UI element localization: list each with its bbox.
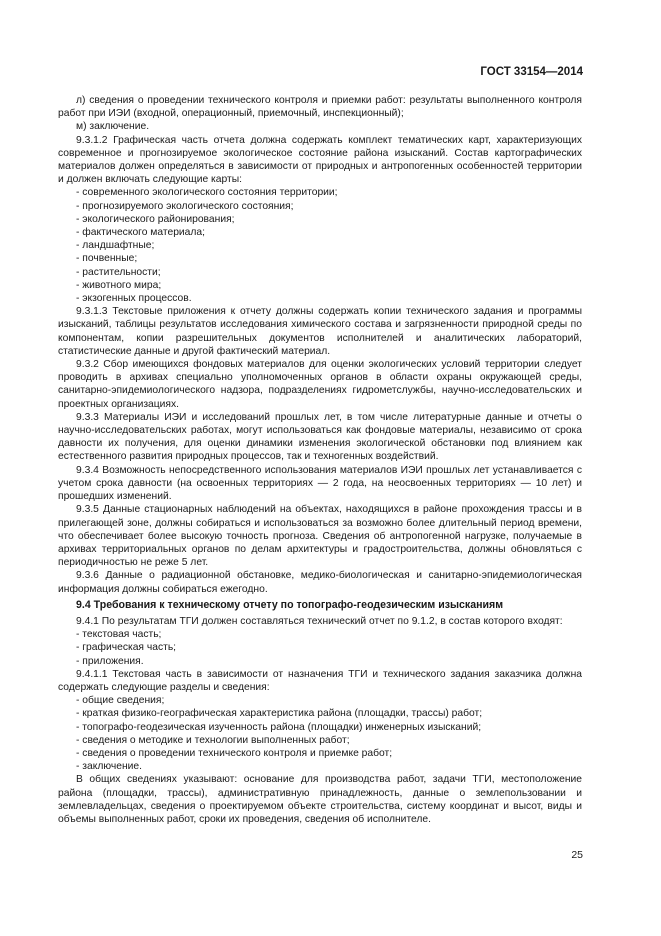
paragraph: 9.3.2 Сбор имеющихся фондовых материалов для оценки экологических условий территории следует проводить в архивах специально уполномоченных органов в области охраны окружающей среды, санитарно-эпидемиологического надзора, подразделениях гидрометслужбы, научно-исследовательских и проектных организациях. [58,359,582,410]
paragraph: 9.3.5 Данные стационарных наблюдений на объектах, находящихся в районе прохождения трассы и в прилегающей зоне, должны собираться и использоваться за возможно более длительный период времени, что обеспечивает более высокую точность прогноза. Сведения об антропогенной нагрузке, получаемые в архивах территориальных органов по делам архитектуры и градостроительства, должны обновляться с периодичностью не реже 5 лет. [58,504,582,569]
list-item: - фактического материала; [76,226,582,239]
list-item: - почвенные; [76,252,582,265]
section-heading: 9.4 Требования к техническому отчету по топографо-геодезическим изысканиям [76,598,504,611]
list-item: - краткая физико-географическая характеристика района (площадки, трассы) работ; [76,707,582,720]
list-item: - ландшафтные; [76,239,582,252]
paragraph: 9.4.1 По результатам ТГИ должен составляться технический отчет по 9.1.2, в состав которого входят: [76,615,563,627]
paragraph: 9.3.6 Данные о радиационной обстановке, медико-биологическая и санитарно-эпидемиологическая информация должны собираться ежегодно. [58,570,582,595]
document-standard-header: ГОСТ 33154—2014 [480,66,583,78]
list-item: - растительности; [76,266,582,279]
paragraph: 9.3.3 Материалы ИЭИ и исследований прошлых лет, в том числе литературные данные и отчеты о научно-исследовательских работах, могут использоваться как фондовые материалы, независимо от срока давности их получения, для оценки динамики изменения экологической обстановки под влиянием как естественного развития природных процессов, так и техногенных воздействий. [58,411,582,463]
paragraph: м) заключение. [76,121,150,133]
list-item: - экзогенных процессов. [76,292,582,305]
list-item: - животного мира; [76,279,582,292]
list-item: - топографо-геодезическая изученность района (площадки) инженерных изысканий; [76,721,582,734]
list-item: - сведения о методике и технологии выполненных работ; [76,734,582,747]
paragraph: 9.3.4 Возможность непосредственного использования материалов ИЭИ прошлых лет устанавливается с учетом срока давности (на освоенных территориях — 2 года, на неосвоенных территориях — 10 лет) и прошедших изменений. [58,464,582,503]
list-item: - графическая часть; [76,641,582,654]
paragraph: л) сведения о проведении технического контроля и приемки работ: результаты выполненного контроля работ при ИЭИ (входной, операционный, приемочный, инспекционный); [58,95,582,120]
paragraph: 9.4.1.1 Текстовая часть в зависимости от назначения ТГИ и технического задания заказчика должна содержать следующие разделы и сведения: [58,668,582,693]
list-item: - приложения. [76,655,582,668]
list-item: - прогнозируемого экологического состояния; [76,200,582,213]
paragraph: В общих сведениях указывают: основание для производства работ, задачи ТГИ, местоположение района (площадки, трассы), административную принадлежность, данные о землепользовании и землевладельцах, сведения о проектируемом объекте строительства, систему координат и высот, виды и объемы выполненных работ, сроки их проведения, сведения об исполнителе. [58,774,582,825]
paragraph: 9.3.1.3 Текстовые приложения к отчету должны содержать копии технического задания и программы изысканий, таблицы результатов исследования химического состава и загрязненности природной среды по компонентам, копии разрешительных документов исполнителей и аналитических лабораторий, статистические данные и другой фактический материал. [58,306,582,357]
document-body [58,94,582,826]
list-item: - современного экологического состояния территории; [76,186,582,199]
list-item: - общие сведения; [76,694,582,707]
list-item: - экологического районирования; [76,213,582,226]
paragraph: 9.3.1.2 Графическая часть отчета должна содержать комплект тематических карт, характеризующих современное и прогнозируемое экологическое состояние района изысканий. Состав картографических материалов должен определяться в зависимости от природных и антропогенных особенностей территории и должен включать следующие карты: [58,134,582,186]
list-item: - заключение. [76,760,582,773]
list-item: - текстовая часть; [76,628,582,641]
list-item: - сведения о проведении технического контроля и приемке работ; [76,747,582,760]
page-number: 25 [571,849,583,861]
